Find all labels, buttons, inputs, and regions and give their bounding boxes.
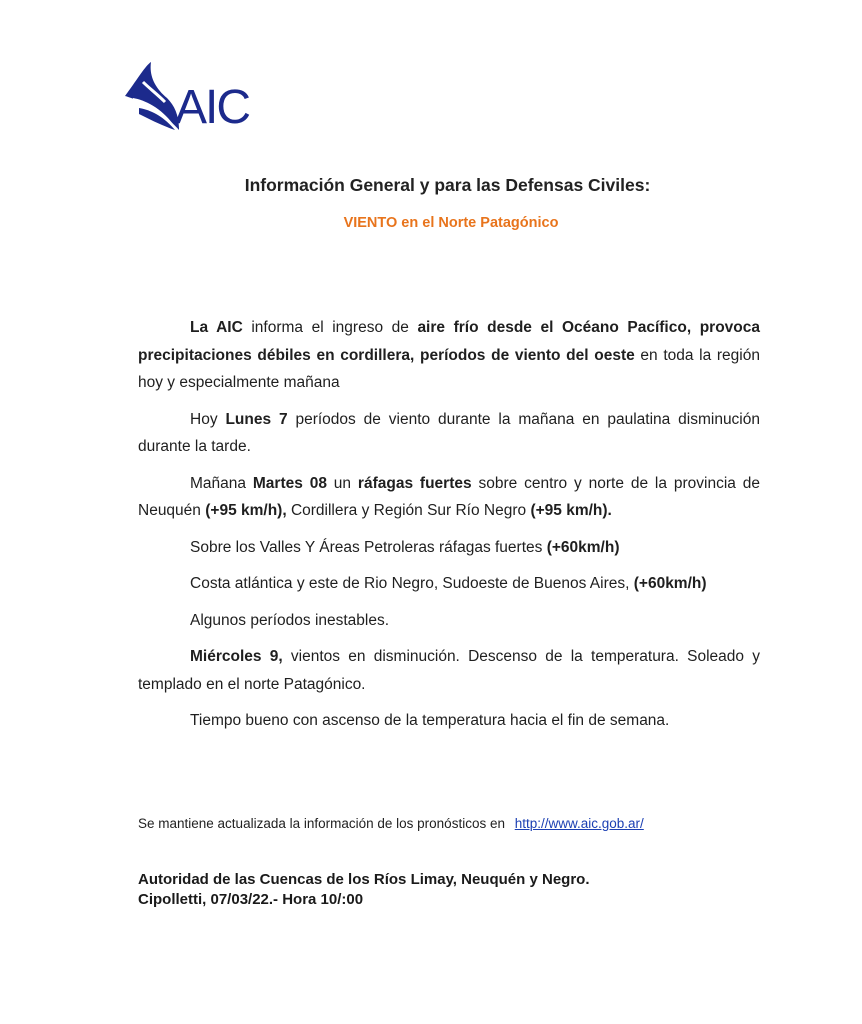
text-bold: ráfagas fuertes bbox=[357, 474, 472, 492]
text-bold: La AIC bbox=[190, 319, 243, 336]
aic-website-link[interactable]: http://www.aic.gob.ar/ bbox=[514, 816, 644, 831]
text: Costa atlántica y este de Rio Negro, Sudoeste de Buenos Aires, bbox=[190, 575, 634, 592]
text: períodos de viento durante la mañana en paulatina disminución durante la tarde. bbox=[138, 410, 760, 455]
signature-date: Cipolletti, 07/03/22.- Hora 10/:00 bbox=[138, 891, 364, 908]
paragraph-intro bbox=[138, 314, 760, 397]
text: vientos en disminución. Descenso de la temperatura. Soleado y templado en el norte Patagónico. bbox=[138, 648, 760, 693]
footer-note-text: Se mantiene actualizada la información de los pronósticos en bbox=[138, 816, 505, 831]
text: en toda la región hoy y especialmente mañana bbox=[138, 346, 760, 391]
text: sobre centro y norte de la provincia de Neuquén bbox=[138, 474, 760, 519]
text: Hoy bbox=[190, 410, 226, 428]
paragraph-weekend bbox=[138, 707, 760, 735]
footer-note bbox=[138, 816, 644, 831]
document-title: Información General y para las Defensas Civiles: bbox=[244, 175, 651, 195]
text: Mañana bbox=[190, 474, 253, 492]
paragraph-inestables bbox=[138, 607, 760, 635]
text-bold: Lunes 7 bbox=[225, 410, 288, 428]
document-subtitle: VIENTO en el Norte Patagónico bbox=[343, 215, 559, 231]
text-bold: (+60km/h) bbox=[633, 575, 707, 592]
paragraph-wednesday bbox=[138, 643, 760, 698]
text-bold: aire frío desde el Océano Pacífico, provoca precipitaciones débiles en cordillera, períodos de viento del oeste bbox=[138, 319, 761, 364]
paragraph-costa bbox=[138, 570, 760, 598]
text: Cordillera y Región Sur Río Negro bbox=[286, 502, 531, 519]
text-bold: Martes 08 bbox=[252, 474, 327, 492]
text: informa el ingreso de bbox=[242, 319, 418, 336]
aic-logo bbox=[123, 58, 248, 136]
text: Sobre los Valles Y Áreas Petroleras ráfagas fuertes bbox=[190, 538, 547, 556]
text-bold: (+60km/h) bbox=[546, 538, 620, 556]
text-bold: (+95 km/h), bbox=[205, 502, 287, 519]
text: Tiempo bueno con ascenso de la temperatura hacia el fin de semana. bbox=[190, 712, 670, 729]
text: Algunos períodos inestables. bbox=[190, 611, 390, 629]
text-bold: (+95 km/h). bbox=[530, 502, 612, 519]
text: un bbox=[326, 474, 358, 492]
paragraph-valles bbox=[138, 534, 760, 562]
paragraph-tuesday bbox=[138, 470, 760, 525]
text-bold: Miércoles 9, bbox=[190, 648, 283, 665]
bulletin-body bbox=[138, 314, 760, 744]
signature-authority: Autoridad de las Cuencas de los Ríos Limay, Neuquén y Negro. bbox=[138, 871, 590, 888]
logo-text: AIC bbox=[175, 81, 250, 134]
paragraph-monday bbox=[138, 406, 760, 461]
signature-block bbox=[138, 870, 590, 910]
